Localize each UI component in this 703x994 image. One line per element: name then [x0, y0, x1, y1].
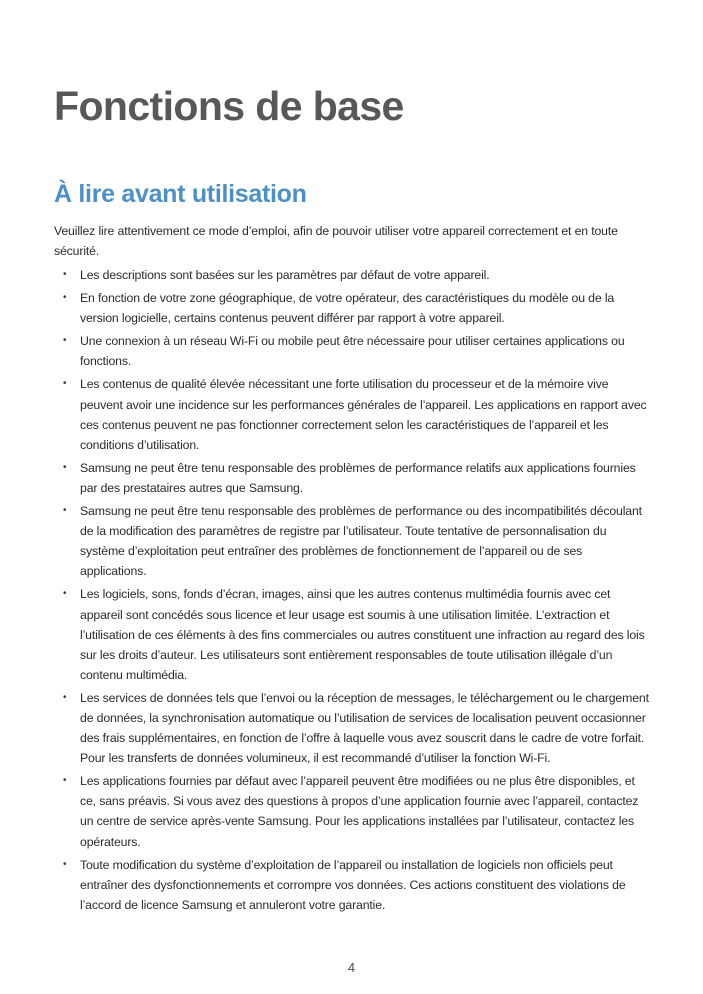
- bullet-icon: •: [63, 775, 67, 787]
- bullet-icon: •: [63, 588, 67, 600]
- bullet-icon: •: [63, 269, 67, 280]
- bullet-text: En fonction de votre zone géographique, de votre opérateur, des caractéristiques du modèle ou de la version logicielle, certains contenus peuvent différer par rapport à votre appareil.: [80, 291, 615, 326]
- bullet-text: Une connexion à un réseau Wi-Fi ou mobile peut être nécessaire pour utiliser certaines applications ou fonctions.: [80, 334, 625, 369]
- bullet-icon: •: [63, 378, 67, 390]
- bullet-item: [54, 458, 650, 498]
- bullet-icon: •: [63, 858, 67, 870]
- bullet-text: Les contenus de qualité élevée nécessitant une forte utilisation du processeur et de la mémoire vive peuvent avoir une incidence sur les performances générales de l’appareil. Les applications en rapport avec ces contenus peuvent ne pas fonctionner correctement selon les caractéristiques de l’appareil et les conditions d’utilisation.: [80, 377, 647, 452]
- bullet-icon: •: [63, 292, 67, 304]
- bullet-text: Samsung ne peut être tenu responsable des problèmes de performance ou des incompatibilités découlant de la modification des paramètres de registre par l’utilisateur. Toute tentative de personnalisation du système d’exploitation peut entraîner des problèmes de fonctionnement de l’appareil ou de ses applications.: [80, 504, 642, 579]
- bullet-item: [54, 771, 650, 851]
- bullet-item: [54, 501, 650, 581]
- bullet-text: Samsung ne peut être tenu responsable des problèmes de performance relatifs aux applications fournies par des prestataires autres que Samsung.: [80, 460, 636, 495]
- bullet-item: [54, 265, 650, 285]
- page-number: 4: [347, 960, 356, 975]
- bullet-icon: •: [63, 461, 67, 473]
- bullet-text: Les logiciels, sons, fonds d’écran, images, ainsi que les autres contenus multimédia fournis avec cet appareil sont concédés sous licence et leur usage est soumis à une utilisation limitée. L’extraction et l’utilisation de ces éléments à des fins commerciales ou autres constituent une infraction au regard des lois sur les droits d’auteur. Les utilisateurs sont entièrement responsables de toute utilisation illégale d’un contenu multimédia.: [80, 587, 645, 682]
- bullet-icon: •: [63, 335, 67, 347]
- bullet-item: [54, 288, 650, 328]
- bullet-list: [54, 265, 650, 918]
- bullet-text: Les services de données tels que l’envoi ou la réception de messages, le téléchargement ou le chargement de données, la synchronisation automatique ou l’utilisation de services de localisation peuvent occasionner des frais supplémentaires, en fonction de l’offre à laquelle vous avez souscrit dans le cadre de votre forfait. Pour les transferts de données volumineux, il est recommandé d’utiliser la fonction Wi-Fi.: [80, 690, 649, 766]
- bullet-text: Toute modification du système d’exploitation de l’appareil ou installation de logiciels non officiels peut entraîner des dysfonctionnements et corrompre vos données. Ces actions constituent des violations de l’accord de licence Samsung et annuleront votre garantie.: [80, 857, 626, 912]
- bullet-text: Les applications fournies par défaut avec l’appareil peuvent être modifiées ou ne plus être disponibles, et ce, sans préavis. Si vous avez des questions à propos d’une application fournie avec l’appareil, contactez un centre de service après-vente Samsung. Pour les applications installées par l’utilisateur, contactez les opérateurs.: [80, 774, 639, 849]
- bullet-item: [54, 374, 650, 454]
- bullet-item: [54, 688, 650, 768]
- bullet-text: Les descriptions sont basées sur les paramètres par défaut de votre appareil.: [80, 268, 490, 282]
- bullet-icon: •: [63, 505, 67, 517]
- section-title: À lire avant utilisation: [54, 180, 307, 208]
- bullet-item: [54, 584, 650, 684]
- chapter-title: Fonctions de base: [54, 83, 404, 129]
- bullet-icon: •: [63, 691, 67, 703]
- intro-paragraph: Veuillez lire attentivement ce mode d’emploi, afin de pouvoir utiliser votre appareil correctement et en toute sécurité.: [54, 224, 618, 258]
- bullet-item: [54, 331, 650, 371]
- bullet-item: [54, 855, 650, 915]
